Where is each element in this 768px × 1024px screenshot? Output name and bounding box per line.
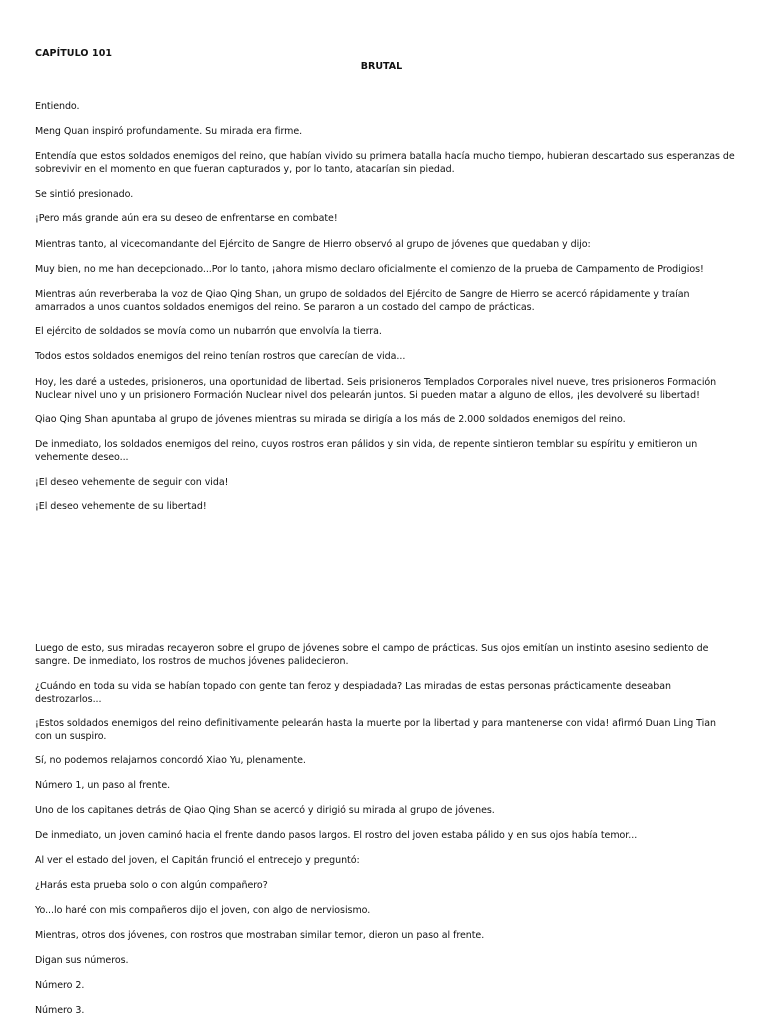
paragraph: De inmediato, un joven caminó hacia el frente dando pasos largos. El rostro del joven estaba pálido y en sus ojos había temor... <box>35 830 638 841</box>
paragraph: Se sintió presionado. <box>35 189 134 200</box>
paragraph: Número 2. <box>35 980 85 991</box>
paragraph: Yo...lo haré con mis compañeros dijo el joven, con algo de nerviosismo. <box>35 905 371 916</box>
paragraph: ¿Harás esta prueba solo o con algún compañero? <box>35 880 268 891</box>
paragraph: Luego de esto, sus miradas recayeron sobre el grupo de jóvenes sobre el campo de prácticas. Sus ojos emitían un instinto asesino sediento de sangre. De inmediato, los rostros de muchos jóvenes palidecieron. <box>35 643 709 667</box>
paragraph: Entiendo. <box>35 101 80 112</box>
paragraph: Muy bien, no me han decepcionado...Por lo tanto, ¡ahora mismo declaro oficialmente el comienzo de la prueba de Campamento de Prodigios! <box>35 264 704 275</box>
paragraph: Digan sus números. <box>35 955 129 966</box>
paragraph: Mientras tanto, al vicecomandante del Ejército de Sangre de Hierro observó al grupo de jóvenes que quedaban y dijo: <box>35 239 591 250</box>
paragraph: Hoy, les daré a ustedes, prisioneros, una oportunidad de libertad. Seis prisioneros Templados Corporales nivel nueve, tres prisioneros Formación Nuclear nivel uno y un prisionero Formación Nuclear nivel dos pelearán juntos. Si pueden matar a alguno de ellos, ¡les devolveré su libertad! <box>35 377 717 401</box>
paragraph: Mientras, otros dos jóvenes, con rostros que mostraban similar temor, dieron un paso al frente. <box>35 930 485 941</box>
chapter-title: BRUTAL <box>360 61 403 72</box>
paragraph: Número 1, un paso al frente. <box>35 780 171 791</box>
paragraph: ¡Pero más grande aún era su deseo de enfrentarse en combate! <box>35 213 338 224</box>
paragraph: Uno de los capitanes detrás de Qiao Qing Shan se acercó y dirigió su mirada al grupo de jóvenes. <box>35 805 495 816</box>
paragraph: Qiao Qing Shan apuntaba al grupo de jóvenes mientras su mirada se dirigía a los más de 2.000 soldados enemigos del reino. <box>35 414 626 425</box>
chapter-heading: CAPÍTULO 101 <box>35 48 113 59</box>
paragraph: Entendía que estos soldados enemigos del reino, que habían vivido su primera batalla hacía mucho tiempo, hubieran descartado sus esperanzas de sobrevivir en el momento en que fueran capturados y, por lo tanto, atacarían sin piedad. <box>35 151 735 175</box>
paragraph: ¡El deseo vehemente de su libertad! <box>35 501 207 512</box>
paragraph: Meng Quan inspiró profundamente. Su mirada era firme. <box>35 126 303 137</box>
paragraph: De inmediato, los soldados enemigos del reino, cuyos rostros eran pálidos y sin vida, de repente sintieron temblar su espíritu y emitieron un vehemente deseo... <box>35 439 698 463</box>
paragraph: ¿Cuándo en toda su vida se habían topado con gente tan feroz y despiadada? Las miradas de estas personas prácticamente deseaban destrozarlos... <box>35 681 672 705</box>
paragraph: Todos estos soldados enemigos del reino tenían rostros que carecían de vida... <box>35 351 406 362</box>
paragraph: ¡El deseo vehemente de seguir con vida! <box>35 477 229 488</box>
paragraph: ¡Estos soldados enemigos del reino definitivamente pelearán hasta la muerte por la libertad y para mantenerse con vida! afirmó Duan Ling Tian con un suspiro. <box>35 718 716 742</box>
paragraph: El ejército de soldados se movía como un nubarrón que envolvía la tierra. <box>35 326 382 337</box>
paragraph: Mientras aún reverberaba la voz de Qiao Qing Shan, un grupo de soldados del Ejército de Sangre de Hierro se acercó rápidamente y traían amarrados a unos cuantos soldados enemigos del reino. Se pararon a un costado del campo de prácticas. <box>35 289 690 313</box>
paragraph: Número 3. <box>35 1005 85 1016</box>
paragraph: Sí, no podemos relajarnos concordó Xiao Yu, plenamente. <box>35 755 306 766</box>
paragraph: Al ver el estado del joven, el Capitán frunció el entrecejo y preguntó: <box>35 855 360 866</box>
